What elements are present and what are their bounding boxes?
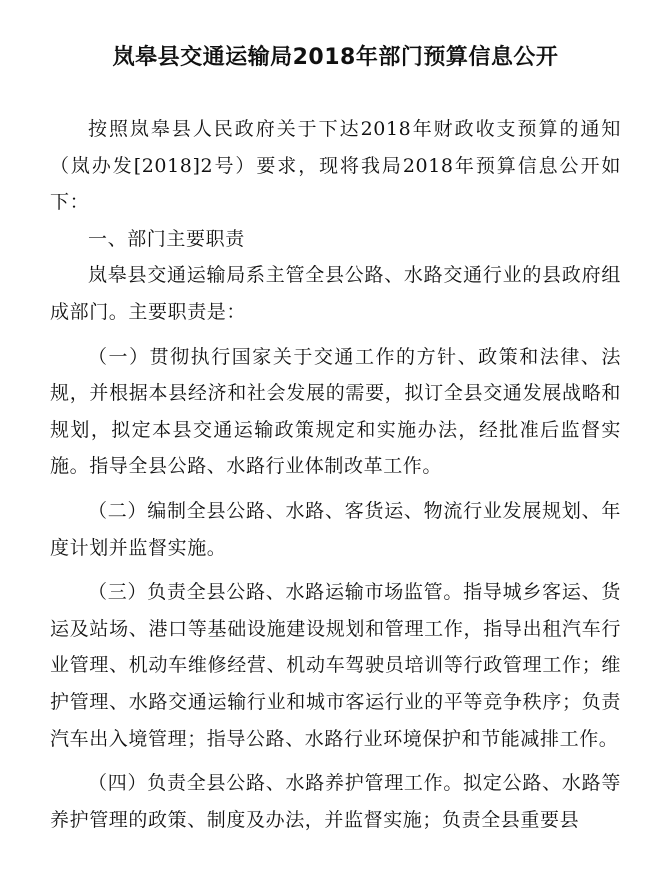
paragraph-duty-3: （三）负责全县公路、水路运输市场监管。指导城乡客运、货运及站场、港口等基础设施建设规划和管理工作，指导出租汽车行业管理、机动车维修经营、机动车驾驶员培训等行政管理工作；维护管理、水路交通运输行业和城市客运行业的平等竞争秩序；负责汽车出入境管理；指导公路、水路行业环境保护和节能减排工作。 (50, 581, 621, 750)
paragraph-duty-1: （一）贯彻执行国家关于交通工作的方针、政策和法律、法规，并根据本县经济和社会发展的需要，拟订全县交通发展战略和规划，拟定本县交通运输政策规定和实施办法，经批准后监督实施。指导全县公路、水路行业体制改革工作。 (50, 345, 621, 478)
paragraph-intro: 按照岚皋县人民政府关于下达2018年财政收支预算的通知（岚办发[2018]2号）要求，现将我局2018年预算信息公开如下： (50, 118, 621, 214)
paragraph-duty-4: （四）负责全县公路、水路养护管理工作。拟定公路、水路等养护管理的政策、制度及办法，并监督实施；负责全县重要县 (50, 772, 621, 831)
document-body (50, 111, 621, 838)
section-heading-duties: 一、部门主要职责 (88, 227, 245, 250)
paragraph-duty-2: （二）编制全县公路、水路、客货运、物流行业发展规划、年度计划并监督实施。 (50, 499, 621, 559)
paragraph-overview: 岚皋县交通运输局系主管全县公路、水路交通行业的县政府组成部门。主要职责是： (50, 264, 621, 323)
document-title: 岚皋县交通运输局2018年部门预算信息公开 (112, 45, 559, 70)
